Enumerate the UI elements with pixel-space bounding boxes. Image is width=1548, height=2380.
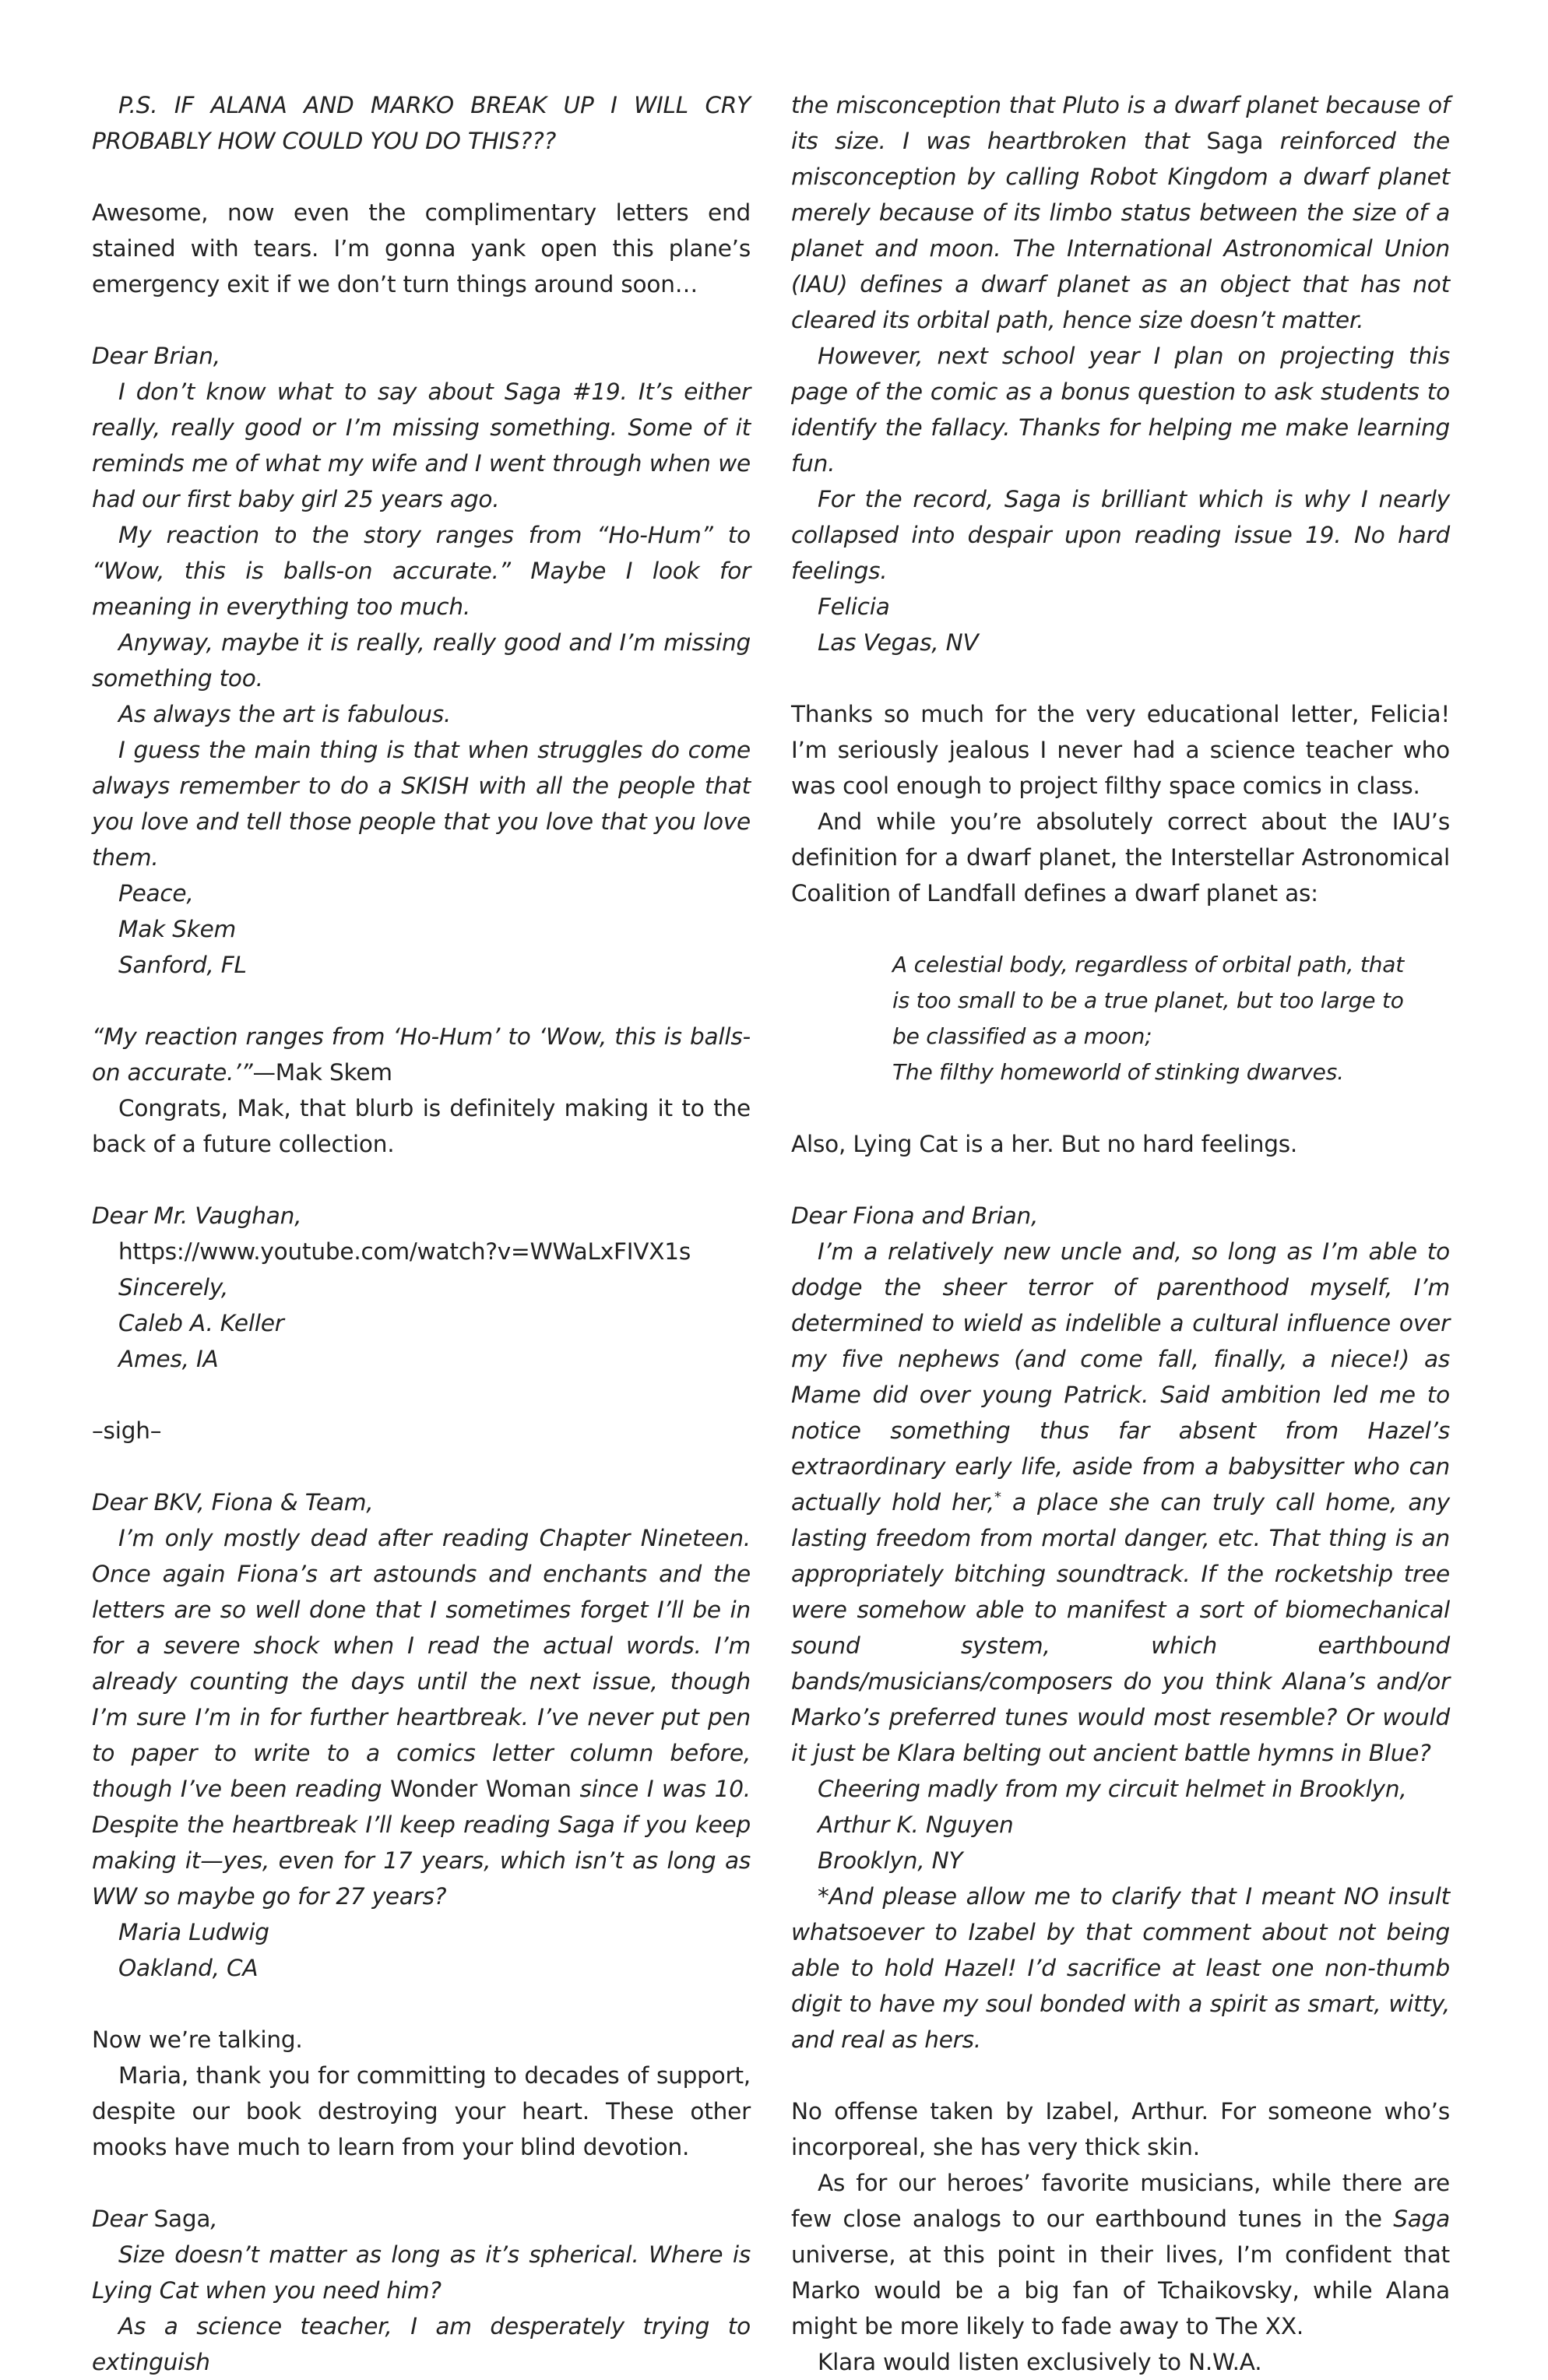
letter-footnote: *And please allow me to clarify that I meant NO insult whatsoever to Izabel by that comment about not being able to hold Hazel! I’d sacrifice at least one non-thumb digit to have my soul bonded with a spirit as smart, witty, and real as hers.: [791, 1883, 1450, 2053]
reply-text: universe, at this point in their lives, I’m confident that Marko would be a big fan of Tchaikovsky, while Alana might be more likely to fade away to The XX.: [791, 2241, 1450, 2340]
letter-signoff: Peace,: [118, 880, 194, 907]
reply-paragraph: Now we’re talking.: [92, 2026, 303, 2053]
letter-paragraph: I guess the main thing is that when struggles do come always remember to do a SKISH with all the people that you love and tell those people that you love that you love them.: [92, 737, 751, 871]
letter-author: Felicia: [818, 593, 890, 620]
youtube-link[interactable]: https://www.youtube.com/watch?v=WWaLxFIVX1s: [118, 1238, 691, 1265]
letter-paragraph: Anyway, maybe it is really, really good and I’m missing something too.: [92, 629, 751, 692]
letter-salutation: Dear BKV, Fiona & Team,: [92, 1489, 374, 1516]
dwarf-planet-definition: [791, 947, 1450, 1090]
letter-paragraph: My reaction to the story ranges from “Ho-Hum” to “Wow, this is balls-on accurate.” Maybe I look for meaning in everything too much.: [92, 522, 751, 620]
letter-text: a place she can truly call home, any lasting freedom from mortal danger, etc. That thing is an appropriately bitching soundtrack. If the rocketship tree were somehow able to manifest a sort of biomechanical sound system, which earthbound bands/musicians/composers do you think Alana’s and/or Marko’s preferred tunes would most resemble? Or would it just be Klara belting out ancient battle hymns in Blue?: [791, 1489, 1451, 1766]
letter-mak-skem: [92, 338, 751, 983]
letter-felicia: [92, 2201, 751, 2380]
letter-author: Caleb A. Keller: [118, 1310, 284, 1336]
book-title: Saga: [1206, 128, 1264, 154]
letter-salutation: [92, 2201, 751, 2237]
definition-line: The filthy homeworld of stinking dwarves.: [892, 1059, 1344, 1085]
letter-signoff: Cheering madly from my circuit helmet in Brooklyn,: [818, 1776, 1407, 1802]
book-title: Saga: [153, 2206, 211, 2232]
book-title: Saga: [1393, 2206, 1450, 2232]
letter-location: Las Vegas, NV: [818, 629, 979, 656]
right-column: [791, 87, 1450, 2380]
letter-paragraph: [791, 87, 1450, 338]
salutation-text: Dear: [92, 2206, 154, 2232]
letter-salutation: Dear Mr. Vaughan,: [92, 1202, 302, 1229]
letter-paragraph: However, next school year I plan on projecting this page of the comic as a bonus question to ask students to identify the fallacy. Thanks for helping me make learning fun.: [791, 343, 1450, 477]
salutation-text: ,: [210, 2206, 218, 2232]
reply-paragraph: And while you’re absolutely correct about the IAU’s definition for a dwarf planet, the Interstellar Astronomical Coalition of Landfall defines a dwarf planet as:: [791, 808, 1450, 907]
letter-paragraph: Size doesn’t matter as long as it’s spherical. Where is Lying Cat when you need him?: [92, 2241, 751, 2304]
reply-paragraph: No offense taken by Izabel, Arthur. For someone who’s incorporeal, she has very thick skin.: [791, 2098, 1450, 2160]
letter-salutation: Dear Fiona and Brian,: [791, 1202, 1039, 1229]
letter-author: Mak Skem: [118, 916, 237, 942]
letter-paragraph: For the record, Saga is brilliant which is why I nearly collapsed into despair upon reading issue 19. No hard feelings.: [791, 486, 1450, 584]
definition-line: be classified as a moon;: [892, 1023, 1152, 1049]
letter-text: I’m a relatively new uncle and, so long as I’m able to dodge the sheer terror of parenthood myself, I’m determined to wield as indelible a cultural influence over my five nephews (and come fall, finally, a niece!) as Mame did over young Patrick. Said ambition led me to notice something thus far absent from Hazel’s extraordinary early life, aside from a babysitter who can actually hold her,: [791, 1238, 1450, 1516]
reply-paragraph: Thanks so much for the very educational letter, Felicia! I’m seriously jealous I never had a science teacher who was cool enough to project filthy space comics in class.: [791, 701, 1450, 799]
letter-location: Sanford, FL: [118, 952, 247, 978]
book-title: Wonder Woman: [390, 1776, 572, 1802]
reply-paragraph: [791, 2165, 1450, 2344]
pull-quote-text: “My reaction ranges from ‘Ho-Hum’ to ‘Wow, this is balls-on accurate.’”: [92, 1023, 751, 1086]
letter-paragraph: As a science teacher, I am desperately trying to extinguish: [92, 2313, 751, 2375]
reply-paragraph: Also, Lying Cat is a her. But no hard feelings.: [791, 1131, 1298, 1157]
postscript: P.S. IF ALANA AND MARKO BREAK UP I WILL CRY PROBABLY HOW COULD YOU DO THIS???: [92, 92, 751, 154]
reply-text: As for our heroes’ favorite musicians, while there are few close analogs to our earthbound tunes in the: [791, 2170, 1450, 2232]
letter-text: since I was 10. Despite the heartbreak I’ll keep reading Saga if you keep making it—yes, even for 17 years, which isn’t as long as WW so maybe go for 27 years?: [92, 1776, 751, 1910]
letter-author: Maria Ludwig: [118, 1919, 269, 1945]
letter-paragraph: [791, 1234, 1450, 1771]
definition-line: is too small to be a true planet, but too large to: [892, 988, 1404, 1013]
letter-location: Ames, IA: [118, 1346, 219, 1372]
reply-paragraph: Maria, thank you for committing to decades of support, despite our book destroying your heart. These other mooks have much to learn from your blind devotion.: [92, 2062, 751, 2160]
reply-sigh: –sigh–: [92, 1417, 162, 1444]
pull-quote: [92, 1019, 751, 1090]
letter-paragraph: As always the art is fabulous.: [118, 701, 452, 727]
left-column: [92, 87, 751, 2380]
reply-paragraph: Klara would listen exclusively to N.W.A.: [818, 2349, 1262, 2375]
letter-maria-ludwig: [92, 1484, 751, 1986]
letter-author: Arthur K. Nguyen: [818, 1811, 1014, 1838]
letter-paragraph: [92, 1520, 751, 1914]
reply-paragraph: Awesome, now even the complimentary letters end stained with tears. I’m gonna yank open this plane’s emergency exit if we don’t turn things around soon…: [92, 199, 751, 298]
letter-location: Oakland, CA: [118, 1955, 259, 1981]
letter-signoff: Sincerely,: [118, 1274, 229, 1301]
letter-text: I’m only mostly dead after reading Chapter Nineteen. Once again Fiona’s art astounds and enchants and the letters are so well done that I sometimes forget I’ll be in for a severe shock when I read the actual words. I’m already counting the days until the next issue, though I’m sure I’m in for further heartbreak. I’ve never put pen to paper to write to a comics letter column before, though I’ve been reading: [92, 1525, 751, 1802]
letter-location: Brooklyn, NY: [818, 1847, 963, 1874]
letter-paragraph: I don’t know what to say about Saga #19. It’s either really, really good or I’m missing something. Some of it reminds me of what my wife and I went through when we had our first baby girl 25 years ago.: [92, 378, 751, 512]
letter-arthur-nguyen: [791, 1198, 1450, 2058]
letter-caleb-keller: [92, 1198, 751, 1377]
letter-felicia-continued: [791, 87, 1450, 660]
letter-text: reinforced the misconception by calling Robot Kingdom a dwarf planet merely because of its limbo status between the size of a planet and moon. The International Astronomical Union (IAU) defines a dwarf planet as an object that has not cleared its orbital path, hence size doesn’t matter.: [791, 128, 1450, 333]
footnote-marker: *: [994, 1489, 1001, 1506]
letter-salutation: Dear Brian,: [92, 343, 220, 369]
letter-text: the misconception that Pluto is a dwarf planet because of its size. I was heartbroken that: [791, 92, 1450, 154]
pull-quote-attribution: —Mak Skem: [252, 1059, 392, 1086]
definition-line: A celestial body, regardless of orbital path, that: [892, 952, 1404, 977]
reply-paragraph: Congrats, Mak, that blurb is definitely making it to the back of a future collection.: [92, 1095, 751, 1157]
